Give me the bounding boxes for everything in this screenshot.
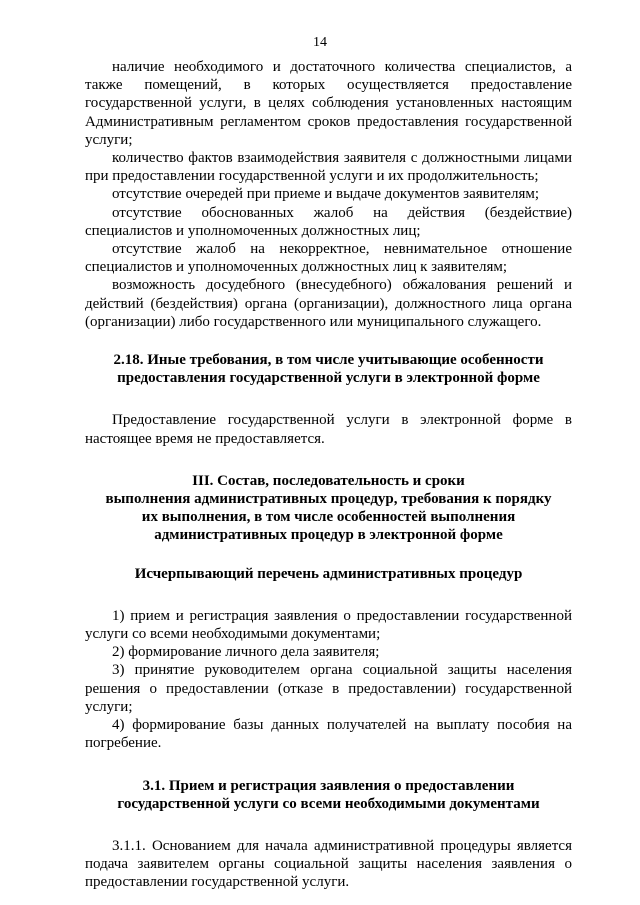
procedure-item-1: 1) прием и регистрация заявления о предоставлении государственной услуги со всеми необходимыми документами; [85,607,572,643]
section-3-heading-line-3: их выполнения, в том числе особенностей выполнения [141,509,516,526]
procedure-item-3: 3) принятие руководителем органа социальной защиты населения решения о предоставлении (отказе в предоставлении) государственной услуги; [85,662,572,715]
criteria-item-5: отсутствие жалоб на некорректное, невнимательное отношение специалистов и уполномоченных должностных лиц к заявителям; [85,241,572,276]
criteria-item-2: количество фактов взаимодействия заявителя с должностными лицами при предоставлении государственной услуги и их продолжительность; [85,150,572,185]
section-3-1-heading-line-2: государственной услуги со всеми необходимыми документами [117,795,540,812]
procedures-heading: Исчерпывающий перечень административных процедур [134,565,523,582]
section-3-heading-line-2: выполнения административных процедур, требования к порядку [105,491,552,508]
section-2-18-heading-line-1: 2.18. Иные требования, в том числе учитывающие особенности [113,352,544,369]
procedure-item-4: 4) формирование базы данных получателей на выплату пособия на погребение. [85,717,572,752]
criteria-item-3: отсутствие очередей при приеме и выдаче документов заявителям; [112,186,540,203]
criteria-item-6: возможность досудебного (внесудебного) обжалования решений и действий (бездействия) органа (организации), должностного лица органа (организации) либо государственного или муниципального служащего. [85,277,572,330]
section-3-heading-line-4: административных процедур в электронной форме [154,527,503,544]
criteria-item-1: наличие необходимого и достаточного количества специалистов, а также помещений, в которых осуществляется предоставление государственной услуги, в целях соблюдения установленных настоящим Административным регламентом сроков предоставления государственной услуги; [85,59,572,148]
procedure-item-2: 2) формирование личного дела заявителя; [112,644,380,661]
page-content [85,58,572,892]
criteria-item-4: отсутствие обоснованных жалоб на действия (бездействие) специалистов и уполномоченных должностных лиц; [85,204,572,239]
page-number: 14 [313,35,327,50]
section-3-heading-line-1: III. Состав, последовательность и сроки [192,472,465,489]
section-2-18-text: Предоставление государственной услуги в электронной форме в настоящее время не предоставляется. [85,412,572,447]
section-2-18-heading-line-2: предоставления государственной услуги в электронной форме [117,370,540,387]
section-3-1-heading-line-1: 3.1. Прием и регистрация заявления о предоставлении [142,777,515,794]
section-3-1-text: 3.1.1. Основанием для начала административной процедуры является подача заявителем органы социальной защиты населения заявления о предоставлении государственной услуги. [85,837,572,891]
